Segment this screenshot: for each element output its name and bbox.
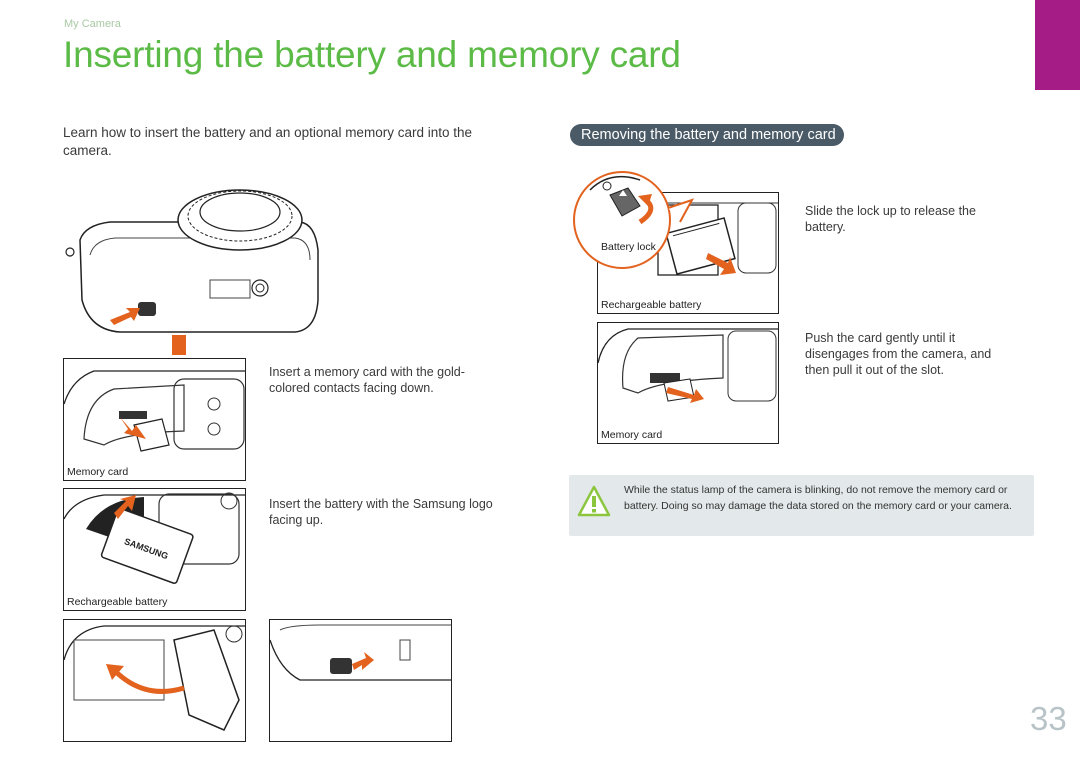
remove-card-caption: Memory card	[601, 429, 665, 441]
warning-icon	[577, 485, 611, 517]
lock-switch-illustration	[269, 619, 452, 742]
insert-card-text: Insert a memory card with the gold-colored contacts facing down.	[269, 365, 465, 395]
arrow-down-icon	[172, 335, 186, 355]
chapter-tab[interactable]	[1035, 0, 1080, 90]
insert-card-illustration	[63, 358, 246, 481]
remove-card-text: Push the card gently until it disengages from the camera, and then pull it out of the slot.	[805, 331, 992, 377]
insert-battery-text: Insert the battery with the Samsung logo facing up.	[269, 497, 493, 527]
remove-card-illustration	[597, 322, 779, 444]
close-door-illustration	[63, 619, 246, 742]
battery-lock-callout	[570, 160, 700, 280]
samsung-logo: SAMSUNG	[122, 536, 170, 562]
section-label: My Camera	[64, 18, 121, 30]
page-title: Inserting the battery and memory card	[63, 34, 681, 75]
battery-lock-label: Battery lock	[601, 241, 656, 253]
memory-card-caption: Memory card	[67, 466, 131, 478]
warning-text: While the status lamp of the camera is blinking, do not remove the memory card or battery. Doing so may damage the data stored on the memory card or your camera.	[624, 484, 1012, 512]
insert-battery-illustration	[63, 488, 246, 611]
battery-caption: Rechargeable battery	[67, 596, 170, 608]
removing-heading: Removing the battery and memory card	[570, 124, 844, 146]
warning-note	[569, 475, 1034, 536]
camera-bottom-illustration	[60, 180, 325, 340]
intro-text: Learn how to insert the battery and an optional memory card into the camera.	[63, 125, 472, 158]
remove-battery-caption: Rechargeable battery	[601, 299, 704, 311]
remove-battery-text: Slide the lock up to release the battery.	[805, 204, 976, 234]
page-number: 33	[1030, 700, 1067, 737]
